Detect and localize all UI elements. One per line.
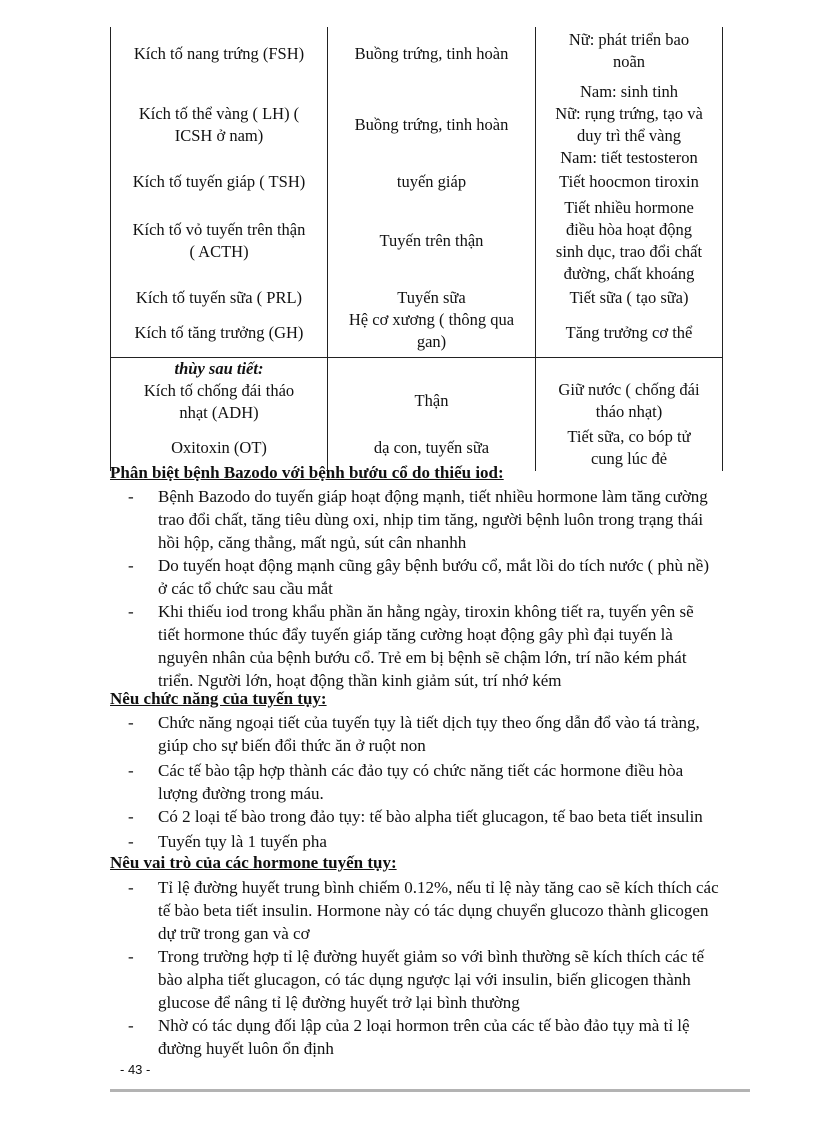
bullet-dash: -	[128, 947, 134, 966]
effect: Tiết sữa ( tạo sữa)	[536, 287, 723, 309]
target-organ: Tuyến sữa	[328, 287, 536, 309]
bullet-dash: -	[128, 878, 134, 897]
list-item: - Tuyến tụy là 1 tuyến pha	[128, 832, 327, 851]
table-row	[111, 27, 723, 81]
target-organ: tuyến giáp	[328, 169, 536, 195]
list-item: - Do tuyến hoạt động mạnh cũng gây bệnh bướu cổ, mắt lồi do tích nước ( phù nề) ở các tổ chức sau cầu mắt	[128, 556, 710, 598]
target-organ: Buồng trứng, tinh hoàn	[328, 81, 536, 169]
target-organ: Thận	[328, 357, 536, 425]
bullet-dash: -	[128, 556, 134, 575]
table-row	[111, 81, 723, 169]
hormone-name: Oxitoxin (OT)	[111, 425, 328, 471]
effect: Tăng trưởng cơ thể	[536, 309, 723, 357]
bullet-dash: -	[128, 487, 134, 506]
section-title-pancreas-function: Nêu chức năng của tuyến tụy:	[110, 689, 327, 708]
section-title-pancreas-hormones: Nêu vai trò của các hormone tuyến tụy:	[110, 853, 397, 872]
effect: Tiết sữa, co bóp tử cung lúc đẻ	[536, 425, 723, 471]
hormone-name: Kích tố tăng trưởng (GH)	[111, 309, 328, 357]
hormone-name: Kích tố vỏ tuyến trên thận ( ACTH)	[111, 195, 328, 287]
hormone-table	[110, 27, 723, 471]
footer-divider	[110, 1089, 750, 1092]
bullet-dash: -	[128, 761, 134, 780]
page-number: - 43 -	[120, 1062, 151, 1077]
target-organ: Buồng trứng, tinh hoàn	[328, 27, 536, 81]
list-item: - Các tế bào tập hợp thành các đảo tụy có chức năng tiết các hormone điều hòa lượng đường trong máu.	[128, 761, 684, 803]
section-title-bazodo: Phân biệt bệnh Bazodo với bệnh bướu cổ do thiếu iod:	[110, 463, 504, 482]
table-row	[111, 357, 723, 425]
effect: Tiết nhiều hormone điều hòa hoạt động sinh dục, trao đổi chất đường, chất khoáng	[536, 195, 723, 287]
group-heading: thùy sau tiết:	[174, 358, 264, 378]
effect: Giữ nước ( chống đái tháo nhạt)	[536, 357, 723, 425]
list-item: - Trong trường hợp tỉ lệ đường huyết giảm so với bình thường sẽ kích thích các tế bào alpha tiết glucagon, có tác dụng ngược lại với insulin, biến glicogen thành glucose để nâng tỉ lệ đường huyết trở lại bình thường	[128, 947, 705, 1012]
target-organ: Hệ cơ xương ( thông qua gan)	[328, 309, 536, 357]
hormone-name: Kích tố thể vàng ( LH) ( ICSH ở nam)	[111, 81, 328, 169]
list-item: - Tỉ lệ đường huyết trung bình chiếm 0.12%, nếu tỉ lệ này tăng cao sẽ kích thích các tế bào beta tiết insulin. Hormone này có tác dụng chuyển glucozo thành glicogen dự trữ trong gan và cơ	[128, 878, 719, 943]
bullet-dash: -	[128, 807, 134, 826]
target-organ: dạ con, tuyến sữa	[328, 425, 536, 471]
list-item: - Khi thiếu iod trong khẩu phần ăn hằng ngày, tiroxin không tiết ra, tuyến yên sẽ tiết hormone thúc đẩy tuyến giáp tăng cường hoạt động gây phì đại tuyến là nguyên nhân của bệnh bướu cổ. Trẻ em bị bệnh sẽ chậm lớn, trí não kém phát triển. Người lớn, hoạt động thần kinh giảm sút, trí nhớ kém	[128, 602, 694, 690]
table-row	[111, 195, 723, 287]
hormone-name: thùy sau tiết: Kích tố chống đái tháo nhạt (ADH)	[111, 357, 328, 425]
table-row	[111, 287, 723, 309]
list-item: - Chức năng ngoại tiết của tuyến tụy là tiết dịch tụy theo ống dẫn đổ vào tá tràng, giúp cho sự biến đổi thức ăn ở ruột non	[128, 713, 700, 755]
hormone-name: Kích tố tuyến giáp ( TSH)	[111, 169, 328, 195]
table-row	[111, 169, 723, 195]
bullet-dash: -	[128, 1016, 134, 1035]
list-item: - Có 2 loại tế bào trong đảo tụy: tế bào alpha tiết glucagon, tế bao beta tiết insulin	[128, 807, 703, 826]
hormone-name: Kích tố tuyến sữa ( PRL)	[111, 287, 328, 309]
bullet-dash: -	[128, 713, 134, 732]
table-row	[111, 309, 723, 357]
list-item: - Bệnh Bazodo do tuyến giáp hoạt động mạnh, tiết nhiều hormone làm tăng cường trao đổi chất, tăng tiêu dùng oxi, nhịp tim tăng, người bệnh luôn trong trạng thái hồi hộp, căng thẳng, mất ngủ, sút cân nhanhh	[128, 487, 708, 552]
bullet-dash: -	[128, 602, 134, 621]
bullet-dash: -	[128, 832, 134, 851]
list-item: - Nhờ có tác dụng đối lập của 2 loại hormon trên của các tế bào đảo tụy mà tỉ lệ đường huyết luôn ổn định	[128, 1016, 690, 1058]
effect: Nam: sinh tinh Nữ: rụng trứng, tạo và duy trì thể vàng Nam: tiết testosteron	[536, 81, 723, 169]
effect: Nữ: phát triển bao noãn	[536, 27, 723, 81]
hormone-name: Kích tố nang trứng (FSH)	[111, 27, 328, 81]
target-organ: Tuyến trên thận	[328, 195, 536, 287]
effect: Tiết hoocmon tiroxin	[536, 169, 723, 195]
